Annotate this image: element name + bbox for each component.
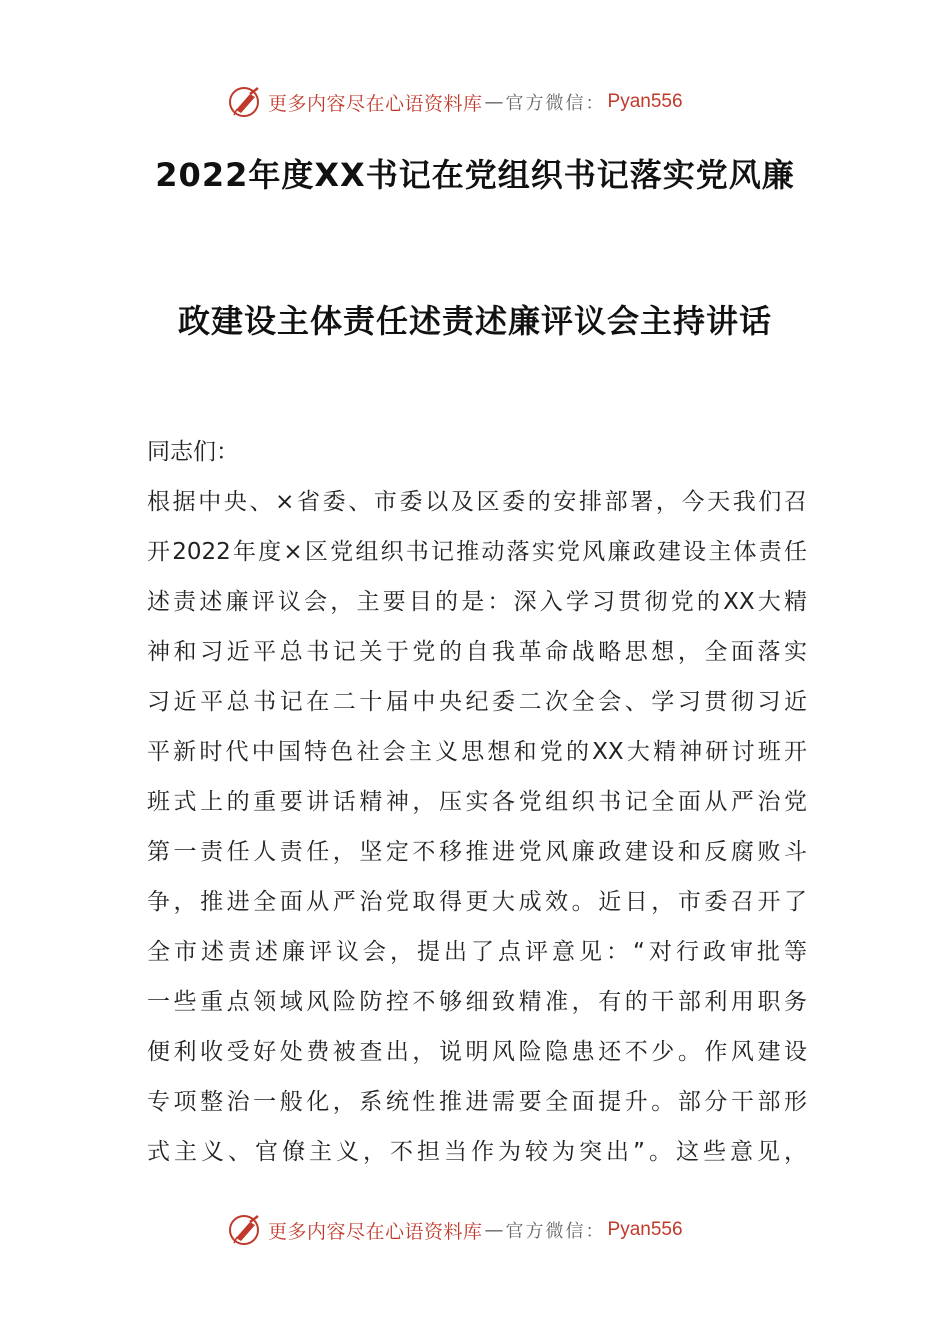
body-line: 争，推进全面从严治党取得更大成效。近日，市委召开了 [147, 889, 807, 915]
body-line: 开2022年度×区党组织书记推动落实党风廉政建设主体责任 [147, 539, 807, 565]
banner-wechat-label: 官方微信： [505, 93, 606, 114]
body-line: 习近平总书记在二十届中央纪委二次全会、学习贯彻习近 [147, 689, 807, 715]
document-title-line-1: 2022年度XX书记在党组织书记落实党风廉 [155, 156, 795, 194]
body-line: 第一责任人责任，坚定不移推进党风廉政建设和反腐败斗 [147, 839, 807, 865]
banner-dash: — [484, 91, 504, 113]
banner-wechat-handle: Pyan556 [607, 91, 683, 112]
body-line: 根据中央、×省委、市委以及区委的安排部署，今天我们召 [147, 489, 807, 515]
banner-slogan: 更多内容尽在心语资料库 [268, 1220, 483, 1243]
body-line: 平新时代中国特色社会主义思想和党的XX大精神研讨班开 [147, 739, 807, 765]
banner-wechat-label: 官方微信： [505, 1221, 606, 1242]
body-line: 述责述廉评议会，主要目的是：深入学习贯彻党的XX大精 [147, 589, 807, 615]
footer-banner [228, 1210, 748, 1250]
body-line: 式主义、官僚主义，不担当作为较为突出”。这些意见， [147, 1139, 807, 1165]
pen-logo-icon [228, 1212, 264, 1248]
banner-slogan: 更多内容尽在心语资料库 [268, 92, 483, 115]
banner-wechat-handle: Pyan556 [607, 1219, 683, 1240]
header-banner [228, 82, 748, 122]
body-line: 专项整治一般化，系统性推进需要全面提升。部分干部形 [147, 1089, 807, 1115]
document-title-line-2: 政建设主体责任述责述廉评议会主持讲话 [177, 302, 772, 340]
body-line: 班式上的重要讲话精神，压实各党组织书记全面从严治党 [147, 789, 807, 815]
body-line: 神和习近平总书记关于党的自我革命战略思想，全面落实 [147, 639, 807, 665]
pen-logo-icon [228, 84, 264, 120]
salutation: 同志们： [147, 439, 239, 465]
body-line: 一些重点领域风险防控不够细致精准，有的干部利用职务 [147, 989, 807, 1015]
banner-dash: — [484, 1219, 504, 1241]
body-line: 便利收受好处费被查出，说明风险隐患还不少。作风建设 [147, 1039, 807, 1065]
body-line: 全市述责述廉评议会，提出了点评意见：“对行政审批等 [147, 939, 807, 965]
